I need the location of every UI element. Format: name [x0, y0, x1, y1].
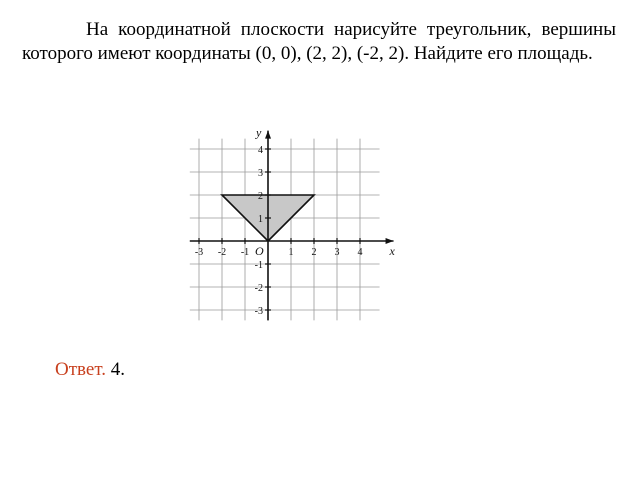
- y-tick-label: 4: [258, 145, 263, 156]
- x-tick-label: 2: [311, 247, 317, 258]
- coordinate-plane-svg: [188, 122, 400, 322]
- y-tick-label: -2: [254, 283, 263, 294]
- y-tick-label: 2: [258, 191, 263, 202]
- y-tick-label: 3: [258, 168, 263, 179]
- x-tick-label: -1: [240, 247, 250, 258]
- y-tick-label: -3: [254, 306, 263, 317]
- answer-line: [55, 358, 125, 382]
- y-axis-label: y: [256, 125, 262, 140]
- answer-value: 4.: [110, 359, 125, 380]
- x-tick-label: 3: [334, 247, 340, 258]
- y-axis-arrow-icon: [265, 131, 271, 139]
- y-tick-label: 1: [258, 214, 263, 225]
- y-tick-label: -1: [254, 260, 263, 271]
- x-axis-label: x: [389, 244, 395, 258]
- answer-label: Ответ.: [55, 359, 106, 380]
- x-tick-label: -3: [194, 247, 204, 258]
- x-tick-label: -2: [217, 247, 227, 258]
- x-tick-label: 4: [357, 247, 363, 258]
- coordinate-plane-figure: [188, 122, 400, 322]
- problem-statement: На координатной плоскости нарисуйте треугольник, вершины которого имеют координаты (0, 0), (2, 2), (-2, 2). Найдите его площадь.: [22, 19, 616, 64]
- origin-label: O: [255, 244, 264, 258]
- x-tick-label: 1: [288, 247, 294, 258]
